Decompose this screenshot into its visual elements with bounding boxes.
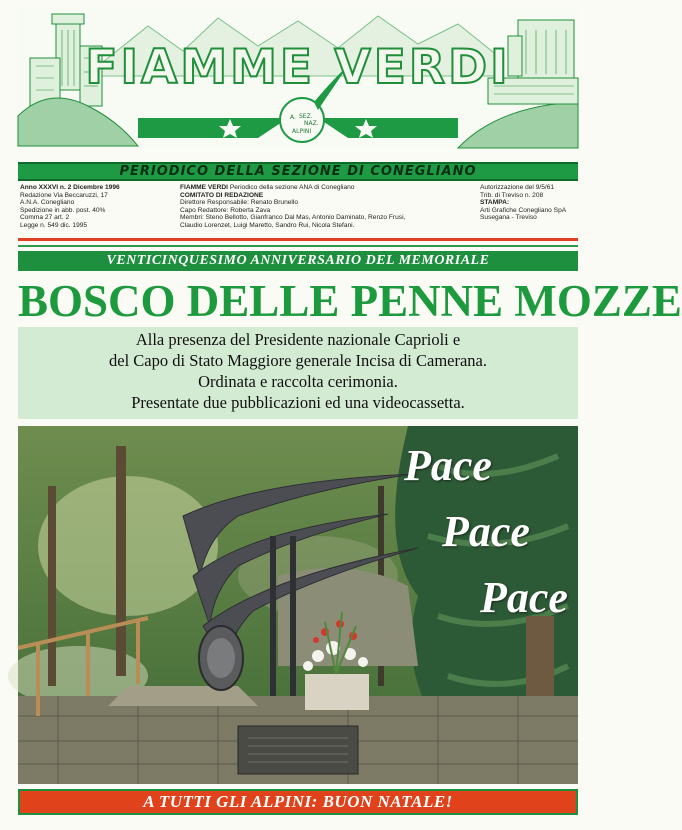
- emblem-text: ALPINI: [292, 128, 312, 135]
- info-column-issue: [20, 184, 170, 230]
- info-line: Comma 27 art. 2: [20, 214, 70, 222]
- info-line: Spedizione in abb. post. 40%: [20, 206, 106, 214]
- info-line: Arti Grafiche Conegliano SpA: [480, 206, 567, 214]
- paper-name: FIAMME VERDI: [180, 184, 228, 191]
- committee-heading: COMITATO DI REDAZIONE: [180, 191, 264, 199]
- periodical-subtitle: PERIODICO DELLA SEZIONE DI CONEGLIANO: [119, 164, 477, 179]
- divider-green: [18, 245, 578, 247]
- emblem-text: NAZ.: [304, 120, 319, 127]
- anniversary-banner: [18, 251, 578, 271]
- emblem-text: SEZ.: [299, 113, 313, 120]
- christmas-banner: [18, 789, 578, 815]
- subtitle-bar: [18, 162, 578, 181]
- divider-red: [18, 238, 578, 241]
- christmas-text: A TUTTI GLI ALPINI: BUON NATALE!: [143, 792, 453, 811]
- info-column-print: [480, 184, 580, 222]
- anniversary-text: VENTICINQUESIMO ANNIVERSARIO DEL MEMORIALE: [106, 253, 490, 268]
- pace-word-3: Pace: [480, 573, 568, 622]
- headline: BOSCO DELLE PENNE MOZZE: [18, 276, 682, 326]
- info-line: FIAMME VERDI Periodico della sezione ANA di Conegliano: [180, 184, 355, 191]
- info-line: A.N.A. Conegliano: [20, 199, 75, 207]
- print-heading: STAMPA:: [480, 199, 510, 207]
- deck-line: del Capo di Stato Maggiore generale Incisa di Camerana.: [109, 351, 487, 370]
- info-line: Susegana - Treviso: [480, 214, 537, 222]
- info-line: Claudio Lorenzet, Luigi Maretto, Sandro Rui, Nicola Stefani.: [180, 221, 355, 229]
- info-line: Autorizzazione del 9/5/61: [480, 184, 555, 191]
- masthead-title: FIAMME VERDI: [85, 40, 511, 95]
- deck-line: Alla presenza del Presidente nazionale Caprioli e: [135, 330, 461, 349]
- issue-line: Anno XXXVI n. 2 Dicembre 1996: [20, 184, 120, 191]
- pace-word-1: Pace: [404, 441, 492, 490]
- info-column-committee: [180, 184, 470, 230]
- emblem-text: A.: [290, 114, 296, 121]
- info-line: Redazione Via Beccaruzzi, 17: [20, 191, 108, 199]
- info-line: Direttore Responsabile: Renato Brunello: [180, 199, 299, 207]
- pace-word-2: Pace: [442, 507, 530, 556]
- info-line: Trib. di Treviso n. 208: [480, 191, 544, 199]
- memorial-photo: [18, 426, 578, 784]
- info-line: Membri: Steno Bellotto, Gianfranco Dal Mas, Antonio Daminato, Renzo Frusi,: [180, 214, 406, 222]
- info-line: Capo Redattore: Roberta Zava: [180, 206, 271, 214]
- info-line: Legge n. 549 dic. 1995: [20, 221, 88, 229]
- masthead: [18, 6, 578, 148]
- deck: [18, 327, 578, 419]
- deck-line: Presentate due pubblicazioni ed una videocassetta.: [131, 393, 465, 412]
- deck-line: Ordinata e raccolta cerimonia.: [198, 372, 398, 391]
